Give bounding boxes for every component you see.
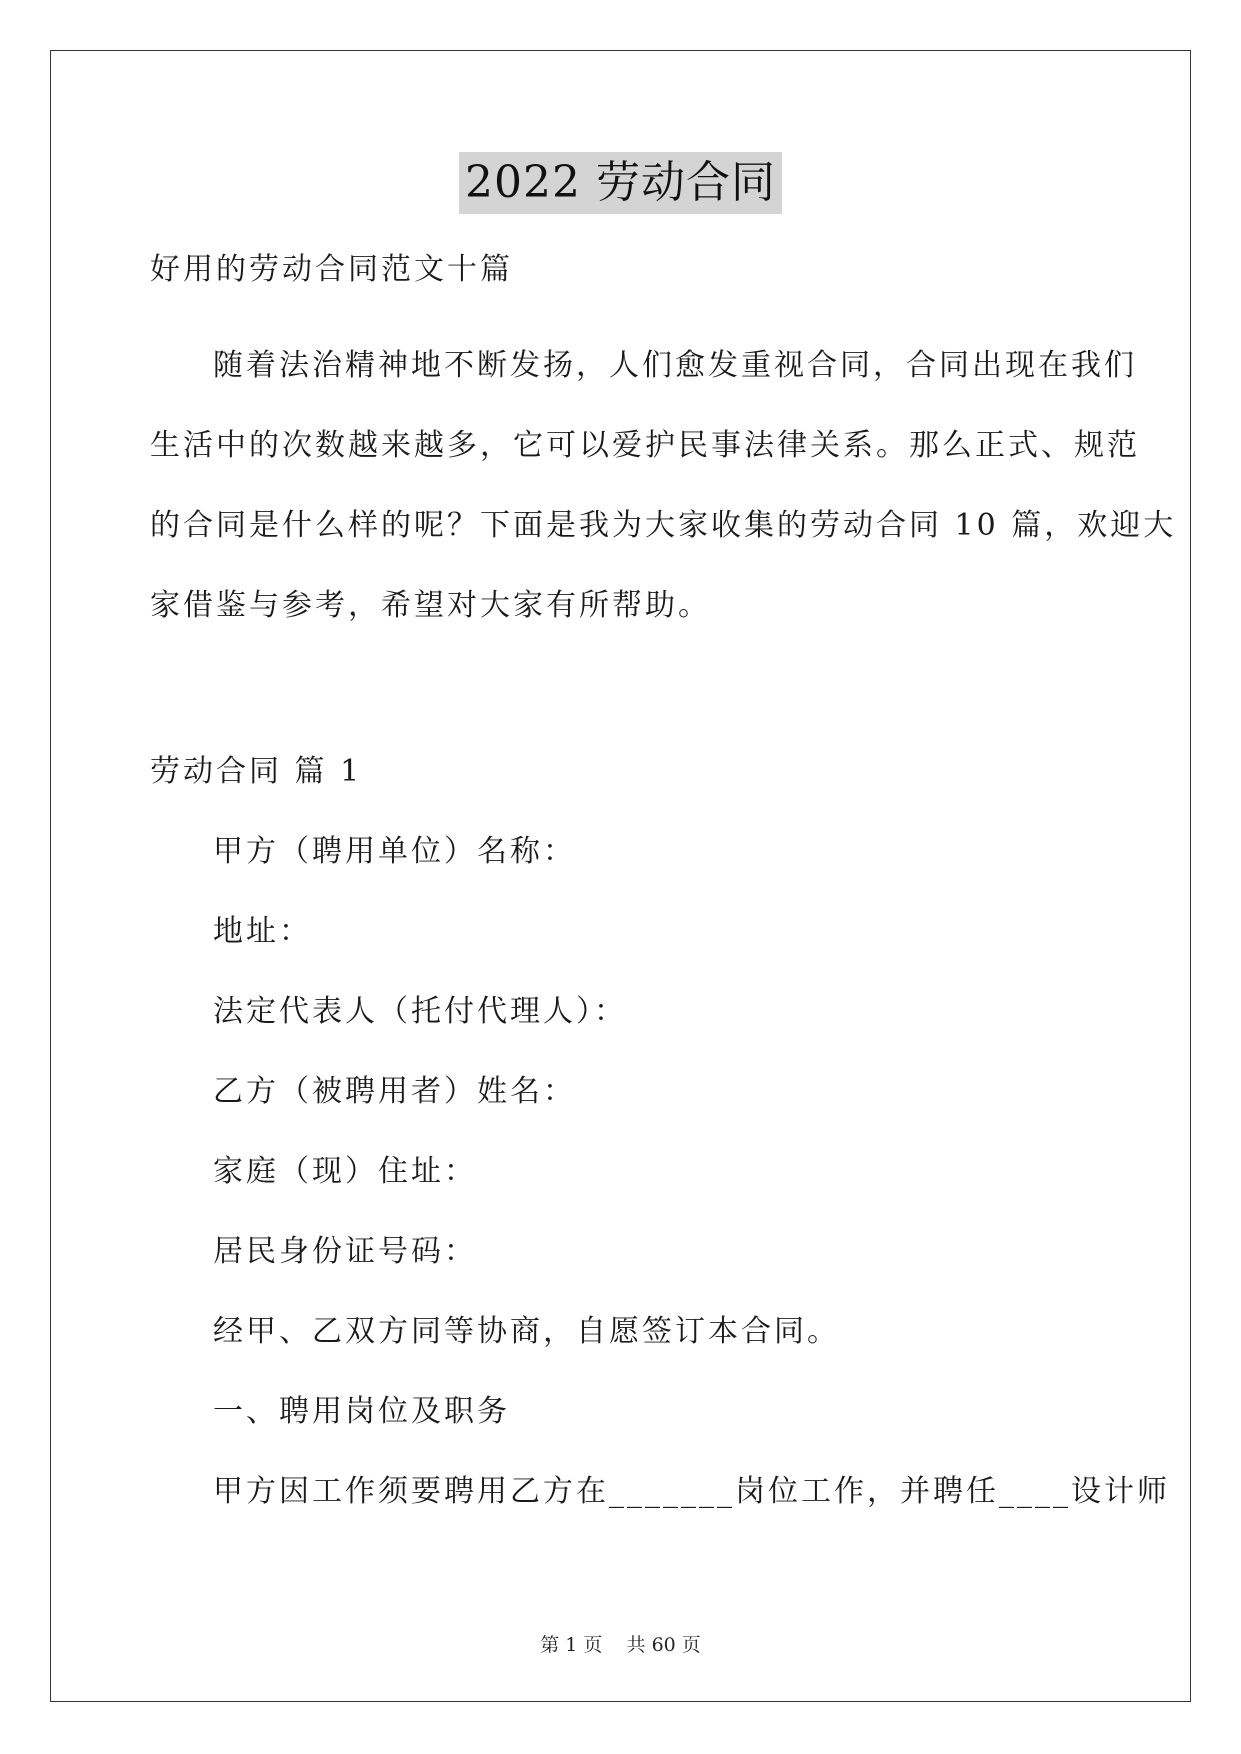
field-address: 地址：: [213, 914, 312, 949]
field-id-number: 居民身份证号码：: [213, 1234, 477, 1269]
agreement-statement: 经甲、乙双方同等协商，自愿签订本合同。: [213, 1314, 840, 1349]
section-heading: 劳动合同 篇 1: [150, 754, 363, 789]
page-indicator: 第 1 页 共 60 页: [540, 1634, 701, 1656]
title-container: [0, 152, 1241, 214]
document-subtitle: 好用的劳动合同范文十篇: [150, 252, 513, 287]
field-legal-representative: 法定代表人（托付代理人）：: [213, 994, 627, 1029]
intro-line-4: 家借鉴与参考，希望对大家有所帮助。: [150, 588, 711, 623]
document-title: 2022 劳动合同: [459, 152, 782, 214]
field-employee-name: 乙方（被聘用者）姓名：: [213, 1074, 576, 1109]
clause-text: 甲方因工作须要聘用乙方在_______岗位工作，并聘任____设计师: [213, 1474, 1170, 1509]
field-home-address: 家庭（现）住址：: [213, 1154, 477, 1189]
intro-line-3: 的合同是什么样的呢？下面是我为大家收集的劳动合同 10 篇，欢迎大: [150, 508, 1177, 543]
intro-line-1: 随着法治精神地不断发扬，人们愈发重视合同，合同出现在我们: [213, 348, 1137, 383]
field-employer-name: 甲方（聘用单位）名称：: [213, 834, 576, 869]
clause-heading: 一、聘用岗位及职务: [213, 1394, 510, 1429]
page-border: [50, 50, 1191, 1702]
intro-line-2: 生活中的次数越来越多，它可以爱护民事法律关系。那么正式、规范: [150, 428, 1140, 463]
